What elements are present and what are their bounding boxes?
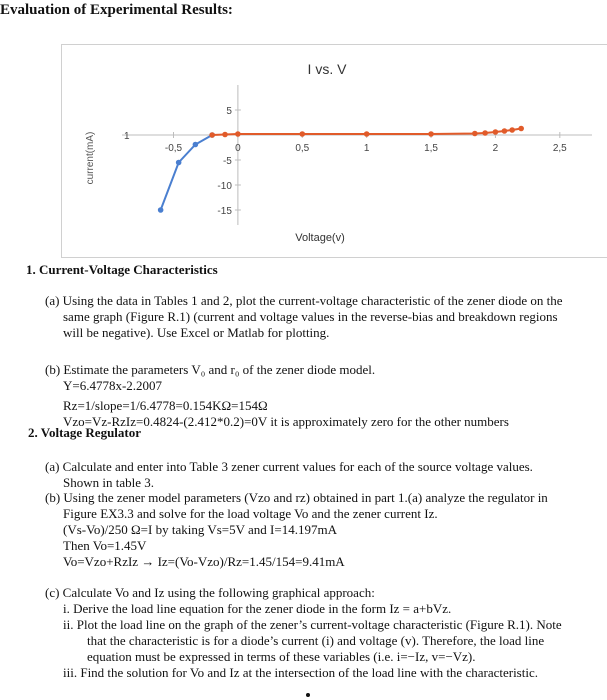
- s2b-line4: Then Vo=1.45V: [63, 538, 147, 553]
- iv-chart: [61, 44, 607, 258]
- s1b-rz: Rz=1/slope=1/6.4778=0.154KΩ=154Ω: [63, 398, 268, 413]
- x-tick-label: 0: [235, 143, 241, 154]
- bullet-dot: [306, 693, 310, 697]
- x-tick-label: 2: [492, 143, 499, 154]
- x-tick-label: 1,5: [424, 143, 438, 154]
- y-tick-label: -15: [217, 206, 232, 217]
- data-point-forward: [493, 129, 499, 135]
- s2a-line1: (a) Calculate and enter into Table 3 zener current values for each of the source voltage values.: [45, 459, 533, 474]
- data-point-forward: [209, 132, 215, 138]
- data-point-forward: [502, 128, 508, 134]
- s1b-line1: (b) Estimate the parameters V₀ and r₀ of the zener diode model.: [45, 362, 376, 377]
- data-point-reverse: [193, 142, 199, 148]
- data-point-forward: [472, 131, 478, 137]
- data-point-forward: [509, 127, 515, 133]
- s1b-equation: Y=6.4778x-2.2007: [63, 378, 163, 393]
- iv-chart-svg: [62, 45, 607, 257]
- data-point-forward: [235, 131, 241, 137]
- x-tick-label: 1: [363, 143, 370, 154]
- s2c-i: i. Derive the load line equation for the zener diode in the form Iz = a+bVz.: [63, 601, 452, 616]
- section1-heading: 1. Current-Voltage Characteristics: [26, 262, 218, 277]
- data-point-forward: [428, 131, 434, 137]
- s2b-line2: Figure EX3.3 and solve for the load voltage Vo and the zener current Iz.: [63, 506, 438, 521]
- y-tick-label: -10: [217, 181, 232, 192]
- s2b-line5: Vo=Vzo+RzIz → Iz=(Vo-Vzo)/Rz=1.45/154=9.41mA: [63, 554, 345, 569]
- y-tick-label: 5: [226, 106, 232, 117]
- section2-heading: 2. Voltage Regulator: [28, 425, 142, 440]
- y-zero-label: 1: [124, 131, 130, 142]
- data-point-forward: [518, 126, 524, 132]
- x-axis-label: Voltage(v): [295, 232, 345, 244]
- x-tick-label: -0,5: [164, 143, 183, 154]
- y-tick-label: -5: [222, 156, 232, 167]
- data-point-reverse: [158, 207, 164, 213]
- s1a-line3: will be negative). Use Excel or Matlab for plotting.: [63, 325, 330, 340]
- s2c-ii-line2: that the characteristic is for a diode’s current (i) and voltage (v). Therefore, the load line: [87, 633, 545, 648]
- data-point-forward: [364, 131, 370, 137]
- s2c-line1: (c) Calculate Vo and Iz using the following graphical approach:: [45, 585, 375, 600]
- data-point-forward: [299, 131, 305, 137]
- y-axis-label: current(mA): [85, 131, 96, 185]
- chart-title: I vs. V: [307, 61, 347, 77]
- data-point-forward: [482, 130, 488, 136]
- s2b-line3: (Vs-Vo)/250 Ω=I by taking Vs=5V and I=14.197mA: [63, 522, 337, 537]
- x-tick-label: 2,5: [552, 143, 567, 154]
- s2c-ii-line3: equation must be expressed in terms of these variables (i.e. i=−Iz, v=−Vz).: [87, 649, 476, 664]
- s1a-line2: same graph (Figure R.1) (current and voltage values in the reverse-bias and breakdown regions: [63, 309, 558, 324]
- s2b-line1: (b) Using the zener model parameters (Vzo and rz) obtained in part 1.(a) analyze the regulator in: [45, 490, 548, 505]
- s2c-ii-line1: ii. Plot the load line on the graph of the zener’s current-voltage characteristic (Figure R.1). Note: [63, 617, 562, 632]
- s2c-iii: iii. Find the solution for Vo and Iz at the intersection of the load line with the characteristic.: [63, 665, 538, 680]
- s2a-line2: Shown in table 3.: [63, 475, 154, 490]
- s1a-line1: (a) Using the data in Tables 1 and 2, plot the current-voltage characteristic of the zener diode on the: [45, 293, 563, 308]
- page-title: Evaluation of Experimental Results:: [0, 2, 233, 18]
- x-tick-label: 0,5: [295, 143, 310, 154]
- data-point-reverse: [176, 160, 182, 166]
- data-point-forward: [222, 132, 228, 138]
- s1b-vzo: Vzo=Vz-RzIz=0.4824-(2.412*0.2)=0V it is approximately zero for the other numbers: [63, 414, 509, 429]
